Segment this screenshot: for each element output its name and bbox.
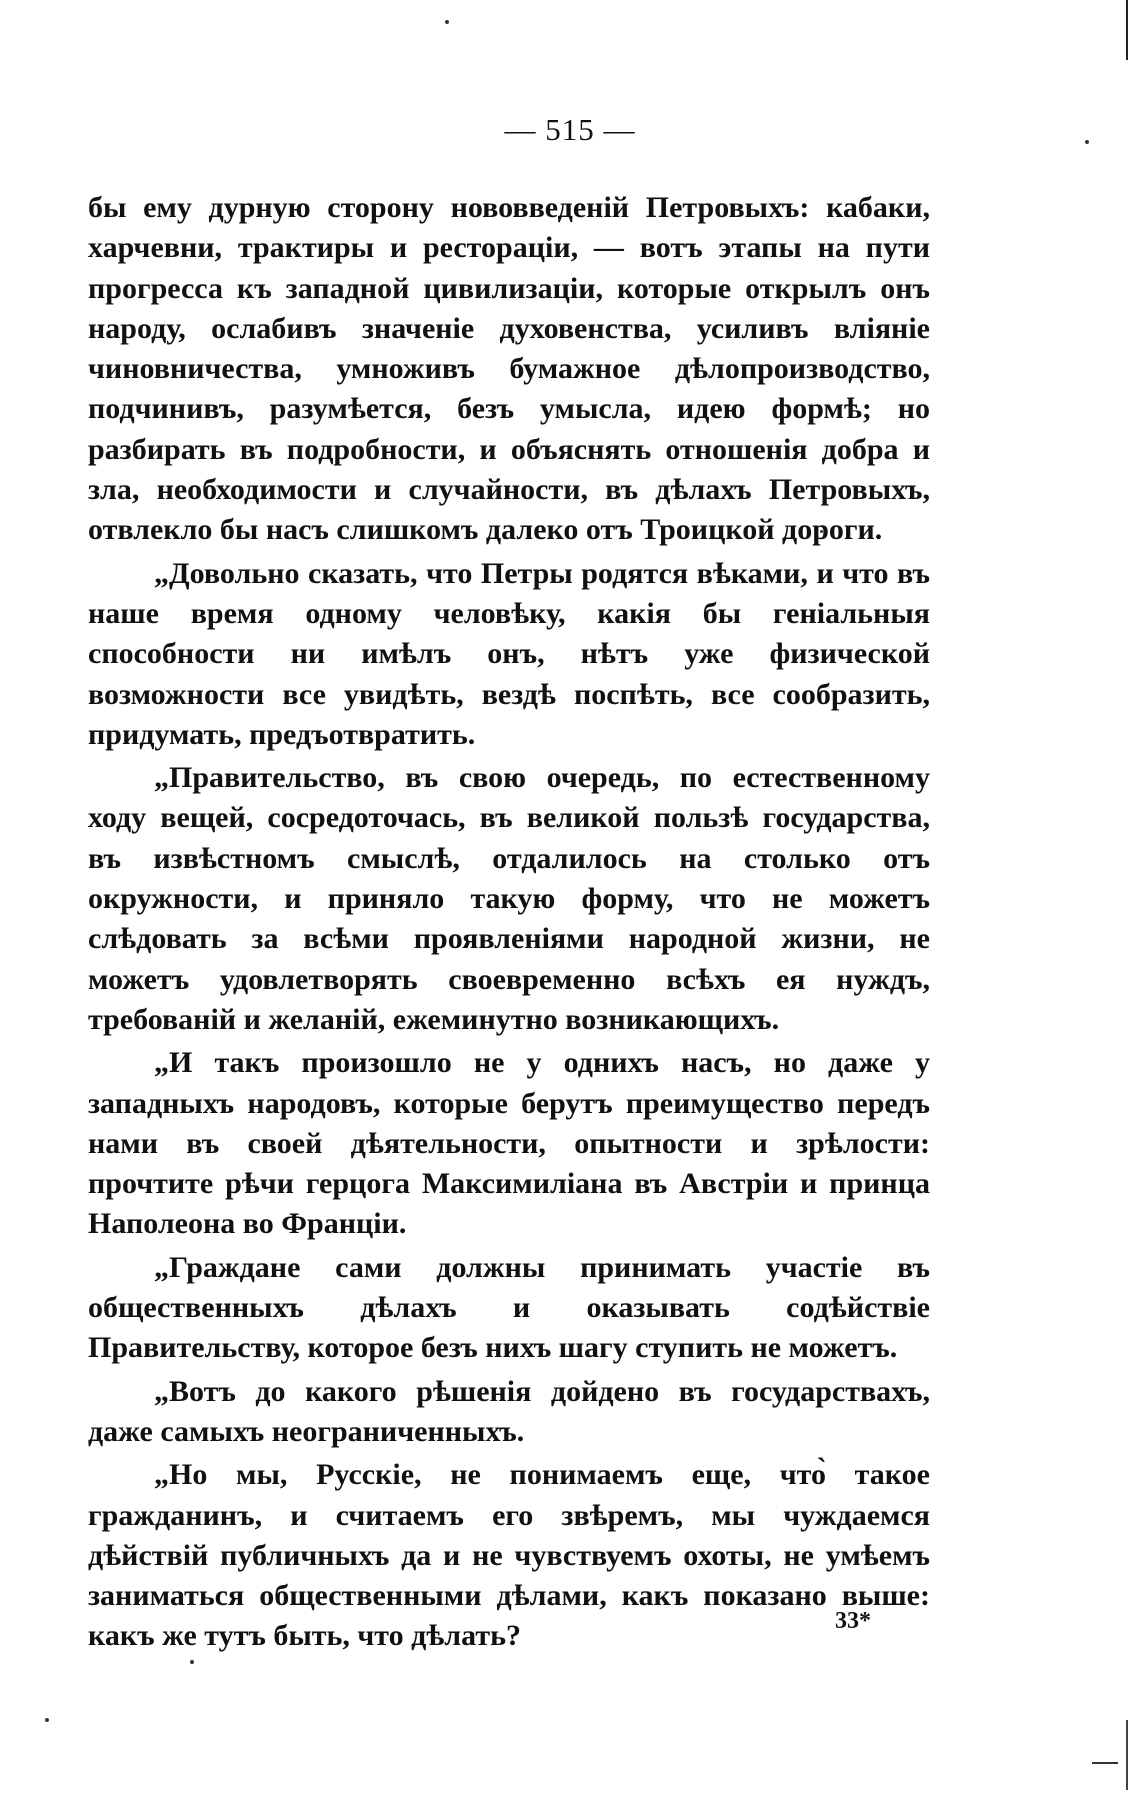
paragraph: бы ему дурную сторону нововведеній Петровыхъ: кабаки, харчевни, трактиры и рестораціи, — вотъ этапы на пути прогресса къ западной цивилизаціи, которые открылъ онъ народу, ослабивъ значеніе духовенства, усиливъ вліяніе чиновничества, умноживъ бумажное дѣлопроизводство, подчинивъ, разумѣется, безъ умысла, идею формѣ; но разбирать въ подробности, и объяснять отношенія добра и зла, необходимости и случайности, въ дѣлахъ Петровыхъ, отвлекло бы насъ слишкомъ далеко отъ Троицкой дороги. xyxy=(88,191,930,547)
paragraph: „И такъ произошло не у однихъ насъ, но даже у западныхъ народовъ, которые берутъ преимущество передъ нами въ своей дѣятельности, опытности и зрѣлости: прочтите рѣчи герцога Максимиліана въ Австріи и принца Наполеона во Франціи. xyxy=(88,1046,930,1241)
scan-speck xyxy=(45,1718,49,1722)
paragraph: „Вотъ до какого рѣшенія дойдено въ государствахъ, даже самыхъ неограниченныхъ. xyxy=(88,1374,930,1448)
scan-mark xyxy=(1092,1762,1118,1764)
paragraph: „Довольно сказать, что Петры родятся вѣками, и что въ наше время одному человѣку, какія бы геніальныя способности ни имѣлъ онъ, нѣтъ уже физической возможности все увидѣть, вездѣ поспѣть, все сообразить, придумать, предъотвратить. xyxy=(88,556,930,751)
scan-edge-line xyxy=(1126,1720,1128,1790)
paragraph: „Граждане сами должны принимать участіе въ общественныхъ дѣлахъ и оказывать содѣйствіе Правительству, которое безъ нихъ шагу ступить не можетъ. xyxy=(88,1250,930,1365)
scan-speck xyxy=(190,1660,194,1664)
signature-mark: 33* xyxy=(835,1608,871,1634)
page-number: — 515 — xyxy=(504,112,636,147)
paragraph: „Но мы, Русскіе, не понимаемъ еще, что̀ такое гражданинъ, и считаемъ его звѣремъ, мы чуждаемся дѣйствій публичныхъ да и не чувствуемъ охоты, не умѣемъ заниматься общественными дѣлами, какъ показано выше: какъ же тутъ быть, что дѣлать? xyxy=(88,1458,930,1653)
scan-edge-line xyxy=(1126,0,1128,60)
paragraph: „Правительство, въ свою очередь, по естественному ходу вещей, сосредоточась, въ великой пользѣ государства, въ извѣстномъ смыслѣ, отдалилось на столько отъ окружности, и приняло такую форму, что не можетъ слѣдовать за всѣми проявленіями народной жизни, не можетъ удовлетворять своевременно всѣхъ ея нуждъ, требованій и желаній, ежеминутно возникающихъ. xyxy=(88,761,930,1036)
body-text xyxy=(88,188,930,1660)
scan-speck xyxy=(445,20,449,24)
